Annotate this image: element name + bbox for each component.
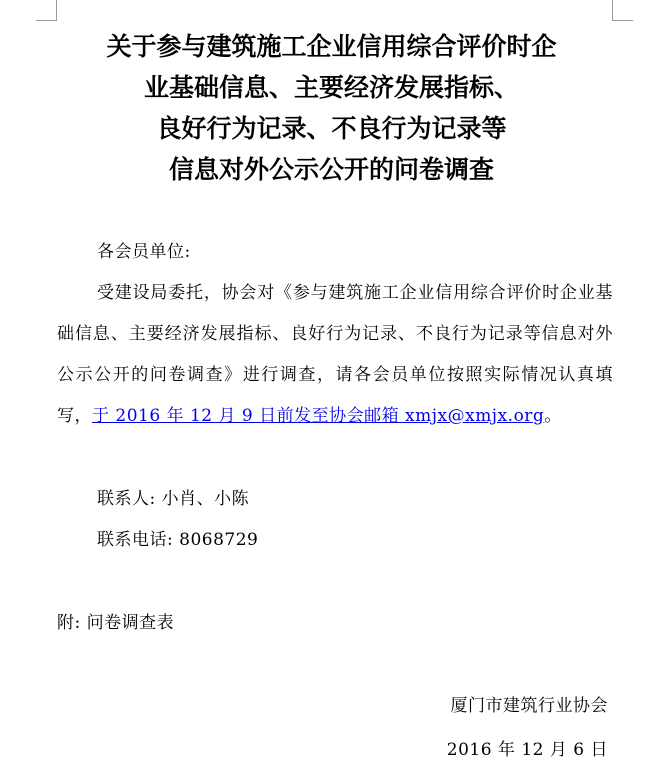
contact-phone: 联系电话: 8068729 [97,530,259,550]
main-paragraph [57,273,613,437]
document-title [20,26,643,190]
title-line-3: 良好行为记录、不良行为记录等 [156,114,507,143]
title-line-1: 关于参与建筑施工企业信用综合评价时企 [106,32,557,61]
salutation: 各会员单位: [97,242,191,262]
paragraph-end: 。 [544,406,562,426]
attachment-note: 附: 问卷调查表 [57,613,175,633]
title-line-4: 信息对外公示公开的问卷调查 [168,155,494,184]
crop-mark-top-left [36,0,57,21]
signature-date: 2016 年 12 月 6 日 [446,740,608,760]
crop-mark-top-right [612,0,633,21]
title-line-2: 业基础信息、主要经济发展指标、 [143,73,519,102]
email-link[interactable]: 于 2016 年 12 月 9 日前发至协会邮箱 xmjx@xmjx.org [92,406,545,426]
contact-person: 联系人: 小肖、小陈 [97,489,250,509]
signature-organization: 厦门市建筑行业协会 [450,696,608,716]
paragraph-text: 受建设局委托，协会对《参与建筑施工企业信用综合评价时企业基础信息、主要经济发展指标、良好行为记录、不良行为记录等信息对外公示公开的问卷调查》进行调查，请各会员单位按照实际情况认真填写， [57,283,613,426]
